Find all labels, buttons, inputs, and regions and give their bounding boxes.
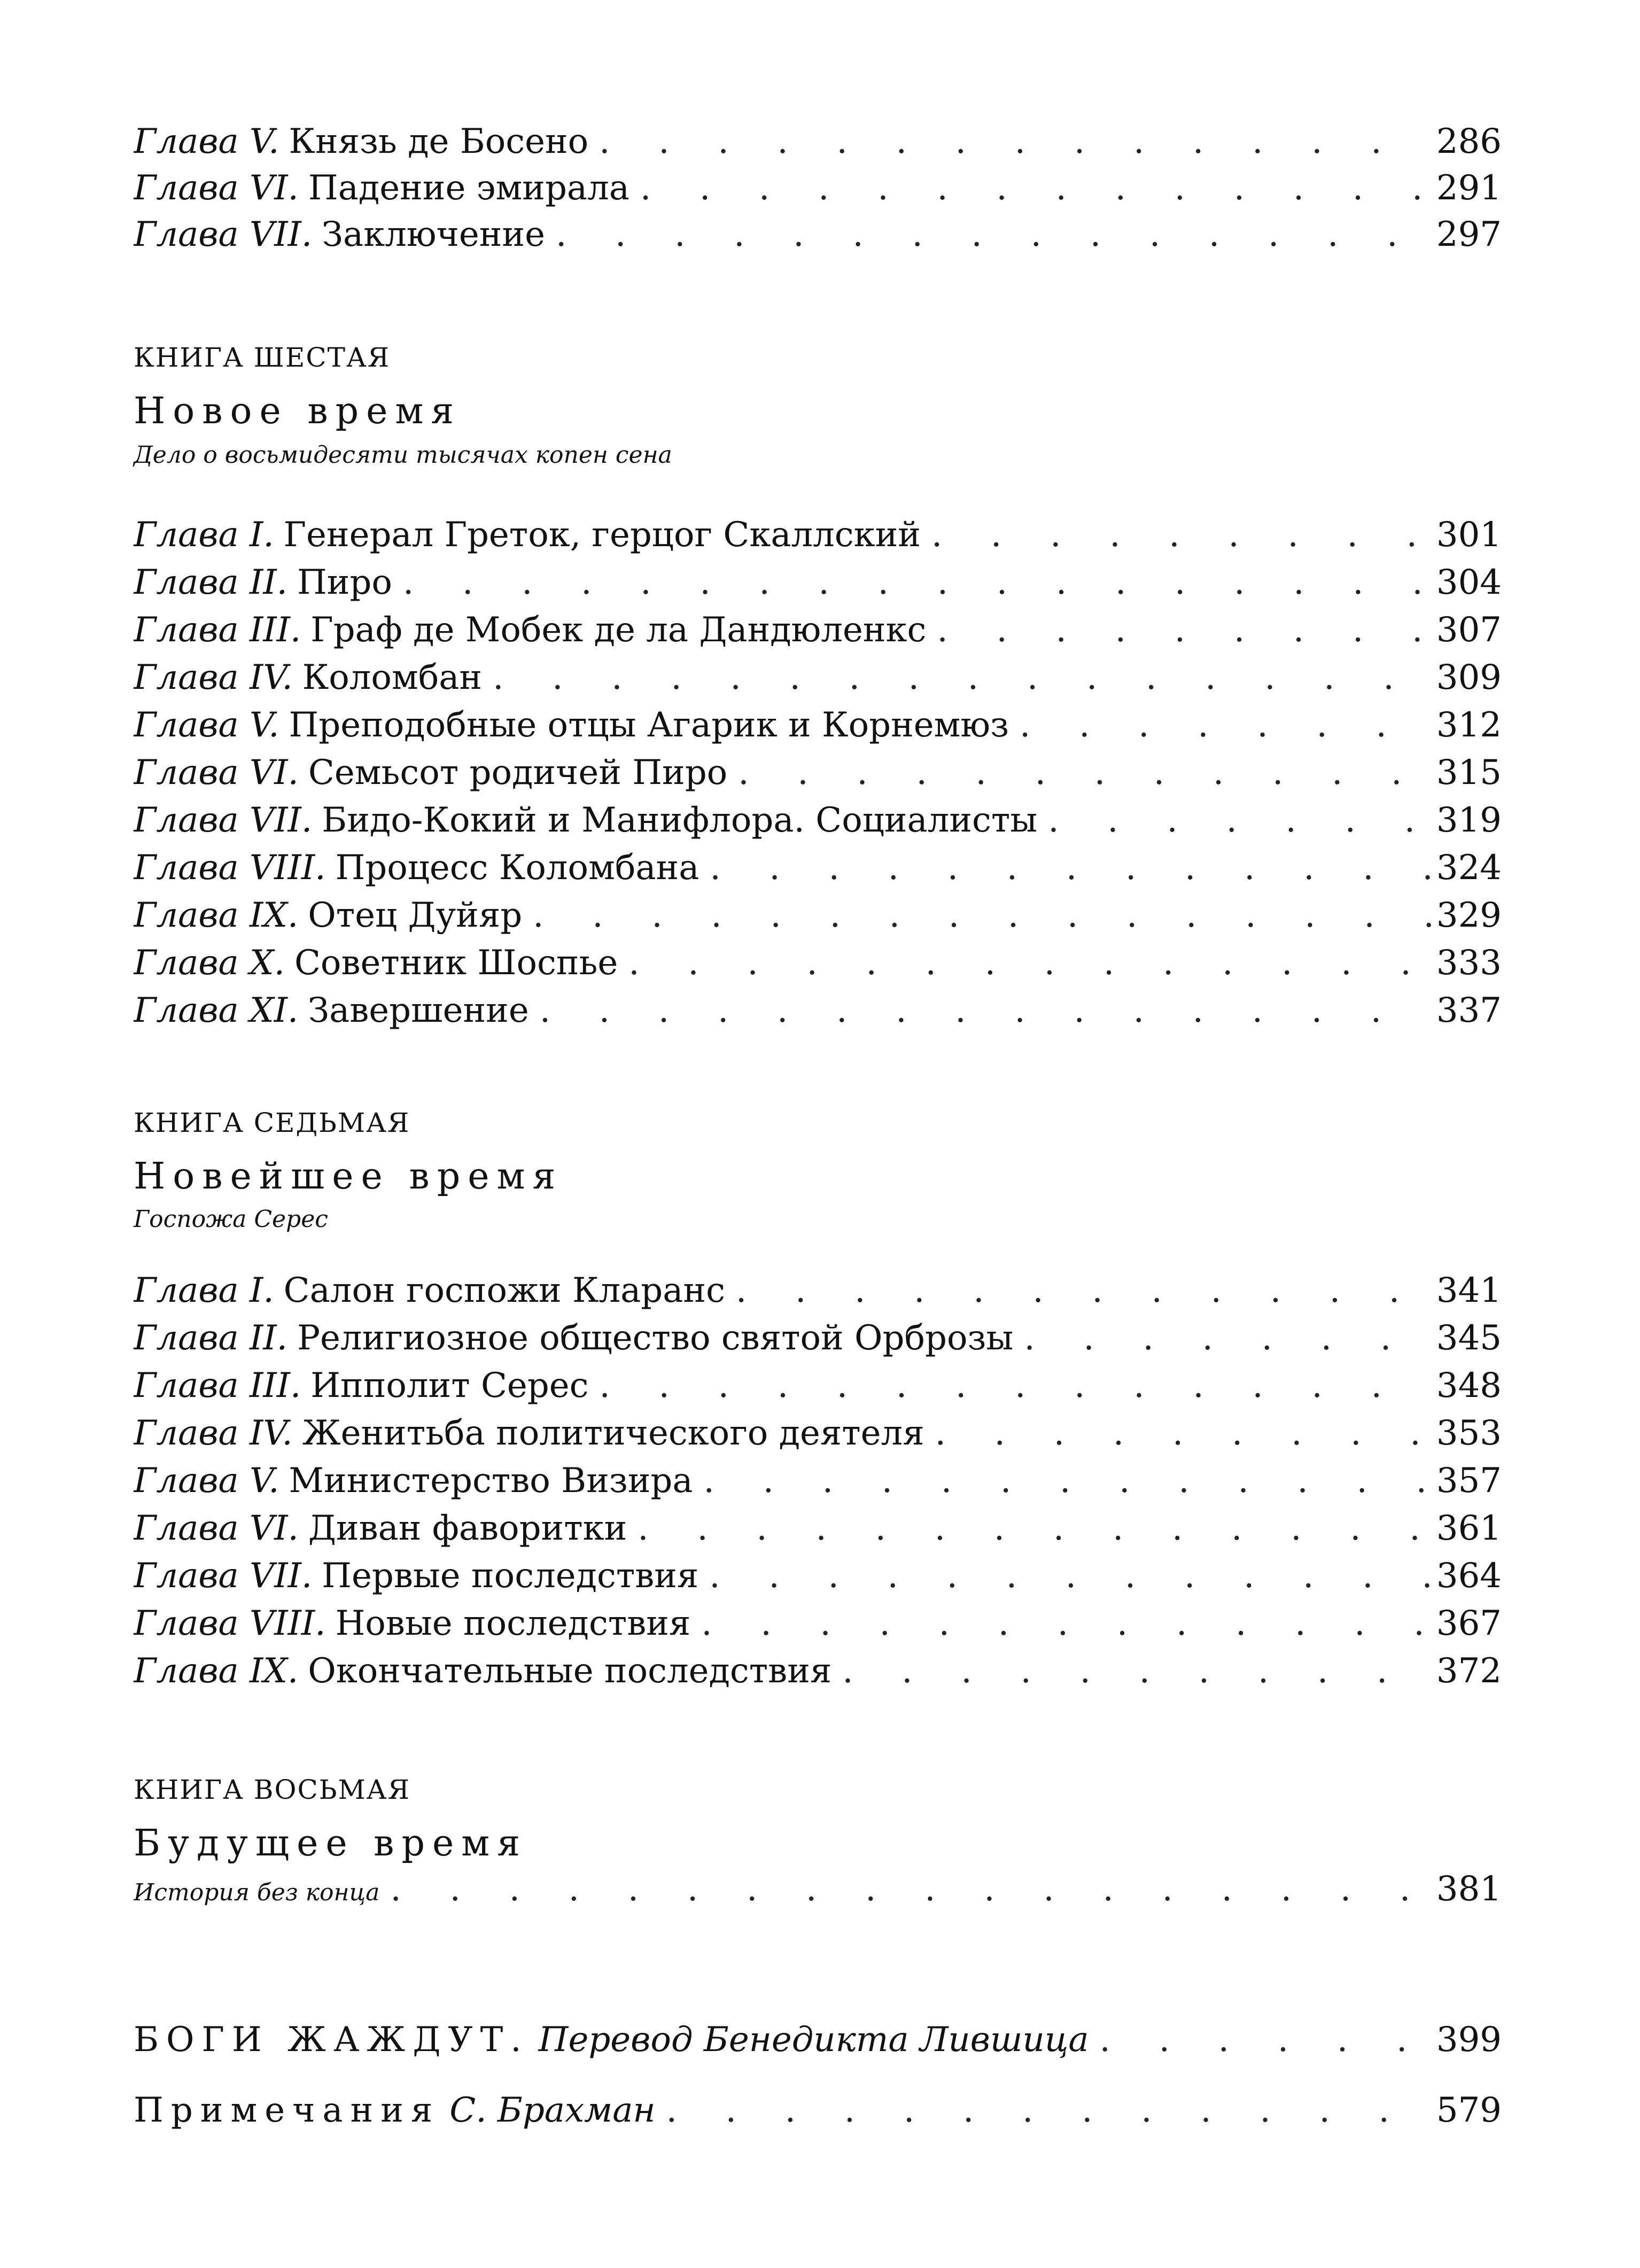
- dot-leader: [529, 988, 1432, 1034]
- page-number: 348: [1436, 1366, 1502, 1405]
- chapter-label: Глава V.: [134, 1461, 279, 1501]
- dot-leader: [482, 655, 1432, 701]
- toc-entry[interactable]: [134, 1601, 1502, 1646]
- page-number: 329: [1436, 896, 1502, 935]
- chapter-title: Заключение: [322, 215, 545, 254]
- page-number: 381: [1436, 1869, 1502, 1909]
- chapter-title: Ипполит Серес: [310, 1366, 589, 1405]
- book-subtitle: Новое время: [134, 390, 462, 432]
- toc-entry[interactable]: [134, 702, 1502, 748]
- chapter-label: Глава II.: [134, 1318, 287, 1358]
- toc-entry[interactable]: [134, 1315, 1502, 1361]
- chapter-title: Первые последствия: [322, 1556, 699, 1596]
- chapter-label: Глава IX.: [134, 896, 299, 935]
- dot-leader: [699, 845, 1432, 891]
- dot-leader: [698, 1553, 1432, 1599]
- chapter-label: Глава IV.: [134, 658, 293, 697]
- chapter-title: Завершение: [308, 991, 529, 1030]
- chapter-label: Глава IV.: [134, 1413, 293, 1453]
- toc-entry[interactable]: [134, 1505, 1502, 1551]
- chapter-title: Преподобные отцы Агарик и Корнемюз: [289, 705, 1009, 745]
- page-number: 367: [1436, 1604, 1502, 1643]
- chapter-label: Глава II.: [134, 563, 287, 602]
- chapter-label: Глава XI.: [134, 991, 299, 1030]
- book-epigraph: Госпожа Серес: [134, 1206, 328, 1233]
- page-number: 372: [1436, 1651, 1502, 1691]
- chapter-title: Падение эмирала: [308, 168, 629, 208]
- chapter-title: Министерство Визира: [289, 1461, 693, 1501]
- toc-entry[interactable]: [134, 940, 1502, 986]
- chapter-title: Новые последствия: [335, 1604, 691, 1643]
- page-number: 297: [1436, 215, 1502, 254]
- toc-entry[interactable]: [134, 1363, 1502, 1409]
- page-number: 307: [1436, 610, 1502, 650]
- toc-entry[interactable]: [134, 1866, 1502, 1912]
- toc-entry[interactable]: [134, 119, 1502, 165]
- dot-leader: [1037, 797, 1432, 843]
- dot-leader: [1089, 2017, 1433, 2063]
- dot-leader: [588, 1363, 1432, 1409]
- book-epigraph: Дело о восьмидесяти тысячах копен сена: [134, 441, 672, 469]
- toc-entry[interactable]: [134, 607, 1502, 653]
- page-number: 399: [1436, 2020, 1502, 2060]
- page-number: 304: [1436, 563, 1502, 602]
- chapter-label: Глава VII.: [134, 215, 313, 254]
- work-title: БОГИ ЖАЖДУТ.: [134, 2020, 529, 2060]
- book-heading: КНИГА ВОСЬМАЯ: [134, 1774, 410, 1805]
- dot-leader: [1013, 1315, 1432, 1361]
- chapter-title: Процесс Коломбана: [335, 848, 699, 888]
- toc-entry[interactable]: [134, 1458, 1502, 1504]
- toc-entry[interactable]: [134, 845, 1502, 891]
- dot-leader: [926, 607, 1432, 653]
- toc-entry[interactable]: [134, 2017, 1502, 2063]
- dot-leader: [921, 512, 1432, 558]
- toc-entry[interactable]: [134, 655, 1502, 701]
- dot-leader: [693, 1458, 1432, 1504]
- book-epigraph: История без конца: [134, 1879, 380, 1906]
- translator-credit: Перевод Бенедикта Лившица: [538, 2020, 1089, 2060]
- notes-author: С. Брахман: [449, 2091, 656, 2130]
- dot-leader: [727, 750, 1432, 796]
- page-number: 579: [1436, 2091, 1502, 2130]
- chapter-label: Глава VI.: [134, 1509, 299, 1548]
- dot-leader: [831, 1648, 1432, 1694]
- dot-leader: [379, 1866, 1432, 1912]
- chapter-label: Глава III.: [134, 610, 301, 650]
- chapter-label: Глава VI.: [134, 168, 299, 208]
- chapter-label: Глава VIII.: [134, 848, 326, 888]
- page-number: 353: [1436, 1413, 1502, 1453]
- toc-entry[interactable]: [134, 2087, 1502, 2133]
- page-number: 319: [1436, 801, 1502, 840]
- dot-leader: [588, 119, 1432, 165]
- book-heading: КНИГА СЕДЬМАЯ: [134, 1107, 410, 1138]
- dot-leader: [1009, 702, 1432, 748]
- toc-entry[interactable]: [134, 512, 1502, 558]
- dot-leader: [656, 2087, 1432, 2133]
- chapter-title: Советник Шоспье: [294, 943, 618, 983]
- chapter-title: Окончательные последствия: [308, 1651, 832, 1691]
- dot-leader: [629, 165, 1432, 211]
- toc-entry[interactable]: [134, 797, 1502, 843]
- chapter-label: Глава VII.: [134, 801, 313, 840]
- toc-entry[interactable]: [134, 750, 1502, 796]
- book-subtitle: Будущее время: [134, 1822, 528, 1865]
- chapter-label: Глава I.: [134, 1271, 274, 1310]
- page-number: 361: [1436, 1509, 1502, 1548]
- toc-entry[interactable]: [134, 560, 1502, 605]
- page-number: 315: [1436, 753, 1502, 793]
- toc-entry[interactable]: [134, 1553, 1502, 1599]
- page-number: 291: [1436, 168, 1502, 208]
- page-number: 364: [1436, 1556, 1502, 1596]
- chapter-title: Бидо-Кокий и Манифлора. Социалисты: [322, 801, 1038, 840]
- dot-leader: [618, 940, 1432, 986]
- page-number: 324: [1436, 848, 1502, 888]
- chapter-label: Глава VII.: [134, 1556, 313, 1596]
- chapter-title: Генерал Греток, герцог Скаллский: [283, 515, 921, 555]
- dot-leader: [522, 892, 1432, 938]
- page-number: 333: [1436, 943, 1502, 983]
- toc-entry[interactable]: [134, 212, 1502, 258]
- dot-leader: [725, 1268, 1432, 1314]
- chapter-title: Отец Дуйяр: [308, 896, 523, 935]
- chapter-title: Коломбан: [302, 658, 483, 697]
- dot-leader: [392, 560, 1432, 605]
- toc-entry[interactable]: [134, 1268, 1502, 1314]
- book-heading: КНИГА ШЕСТАЯ: [134, 342, 391, 373]
- chapter-title: Женитьба политического деятеля: [302, 1413, 924, 1453]
- toc-entry[interactable]: [134, 1410, 1502, 1456]
- page-number: 337: [1436, 991, 1502, 1030]
- notes-title: Примечания: [134, 2091, 440, 2130]
- toc-entry[interactable]: [134, 165, 1502, 211]
- chapter-label: Глава VI.: [134, 753, 299, 793]
- dot-leader: [545, 212, 1432, 258]
- page-number: 357: [1436, 1461, 1502, 1501]
- toc-entry[interactable]: [134, 892, 1502, 938]
- chapter-label: Глава III.: [134, 1366, 301, 1405]
- chapter-label: Глава V.: [134, 705, 279, 745]
- toc-entry[interactable]: [134, 1648, 1502, 1694]
- chapter-label: Глава IX.: [134, 1651, 299, 1691]
- page-number: 341: [1436, 1271, 1502, 1310]
- page-number: 309: [1436, 658, 1502, 697]
- chapter-title: Пиро: [297, 563, 392, 602]
- chapter-label: Глава I.: [134, 515, 274, 555]
- page-number: 286: [1436, 122, 1502, 161]
- page-number: 312: [1436, 705, 1502, 745]
- chapter-label: Глава X.: [134, 943, 285, 983]
- dot-leader: [924, 1410, 1432, 1456]
- chapter-title: Граф де Мобек де ла Дандюленкс: [310, 610, 927, 650]
- chapter-label: Глава V.: [134, 122, 279, 161]
- page-number: 301: [1436, 515, 1502, 555]
- dot-leader: [627, 1505, 1432, 1551]
- chapter-title: Князь де Босено: [289, 122, 589, 161]
- chapter-title: Диван фаворитки: [308, 1509, 627, 1548]
- dot-leader: [690, 1601, 1432, 1646]
- book-subtitle: Новейшее время: [134, 1155, 563, 1198]
- chapter-title: Религиозное общество святой Орброзы: [297, 1318, 1014, 1358]
- chapter-label: Глава VIII.: [134, 1604, 326, 1643]
- toc-entry[interactable]: [134, 988, 1502, 1034]
- chapter-title: Салон госпожи Кларанс: [283, 1271, 725, 1310]
- chapter-title: Семьсот родичей Пиро: [308, 753, 728, 793]
- page-number: 345: [1436, 1318, 1502, 1358]
